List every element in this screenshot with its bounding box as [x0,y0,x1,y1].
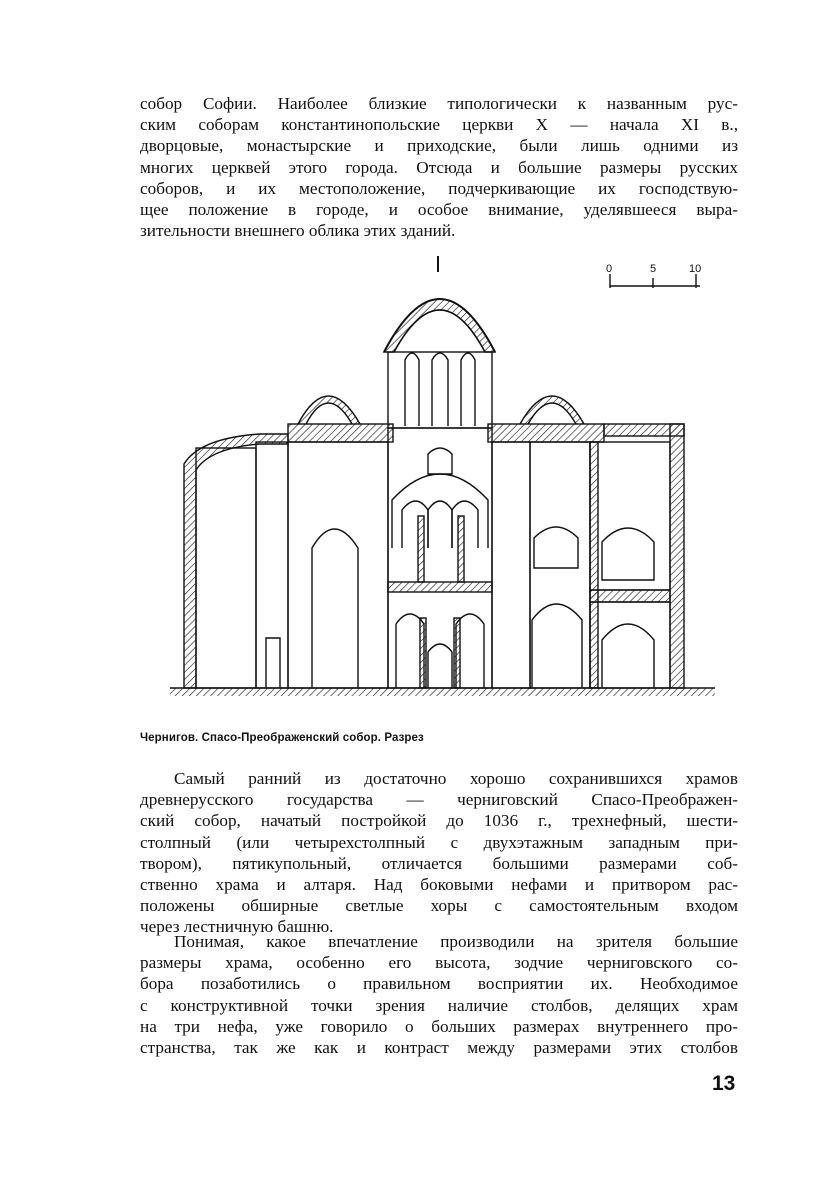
text-line: ским соборам константинопольские церкви X — начала XI в., [140,115,738,135]
text-line: положены обширные светлые хоры с самостоятельным входом [140,896,738,916]
text-line: на три нефа, уже говорило о больших размерах внутреннего про- [140,1016,738,1036]
text-line: столпный (или четырехстолпный с двухэтажным западным при- [140,832,738,852]
text-line: многих церквей этого города. Отсюда и большие размеры русских [140,157,738,177]
text-line: собор Софии. Наиболее близкие типологически к названным рус- [140,94,738,113]
text-line: Самый ранний из достаточно хорошо сохранившихся храмов [174,769,738,788]
text-line: странства, так же как и контраст между размерами этих столбов [140,1038,738,1058]
text-line: дворцовые, монастырские и приходские, были лишь одними из [140,136,738,156]
text-line: древнерусского государства — черниговский Спасо-Преображен- [140,790,738,810]
text-line: через лестничную башню. [140,917,334,937]
text-line: Понимая, какое впечатление производили на зрителя большие [174,932,738,951]
text-line: бора позаботились о правильном восприятии их. Необходимое [140,974,738,994]
text-line: размеры храма, особенно его высота, зодчие черниговского со- [140,953,738,973]
text-line: ский собор, начатый постройкой до 1036 г., трехнефный, шести- [140,811,738,831]
text-line: ственно храма и алтаря. Над боковыми нефами и притвором рас- [140,875,738,895]
scale-label-10: 10 [689,263,702,275]
text-line: соборов, и их местоположение, подчеркивающие их господствую- [140,178,738,198]
text-line: щее положение в городе, и особое внимание, уделявшееся выра- [140,200,738,220]
text-line: зительности внешнего облика этих зданий. [140,221,456,241]
cathedral-section-drawing [170,248,720,713]
text-line: твором), пятикупольный, отличается большими размерами соб- [140,853,738,873]
paragraph-2 [140,768,738,938]
text-line: с конструктивной точки зрения наличие столбов, делящих храм [140,995,738,1015]
paragraph-3 [140,931,738,1058]
scale-bar [606,263,701,288]
scale-label-0: 0 [606,263,613,275]
paragraph-1 [140,93,738,241]
page-number: 13 [712,1072,736,1095]
figure-caption: Чернигов. Спасо-Преображенский собор. Разрез [140,732,424,744]
scale-label-5: 5 [650,263,657,275]
